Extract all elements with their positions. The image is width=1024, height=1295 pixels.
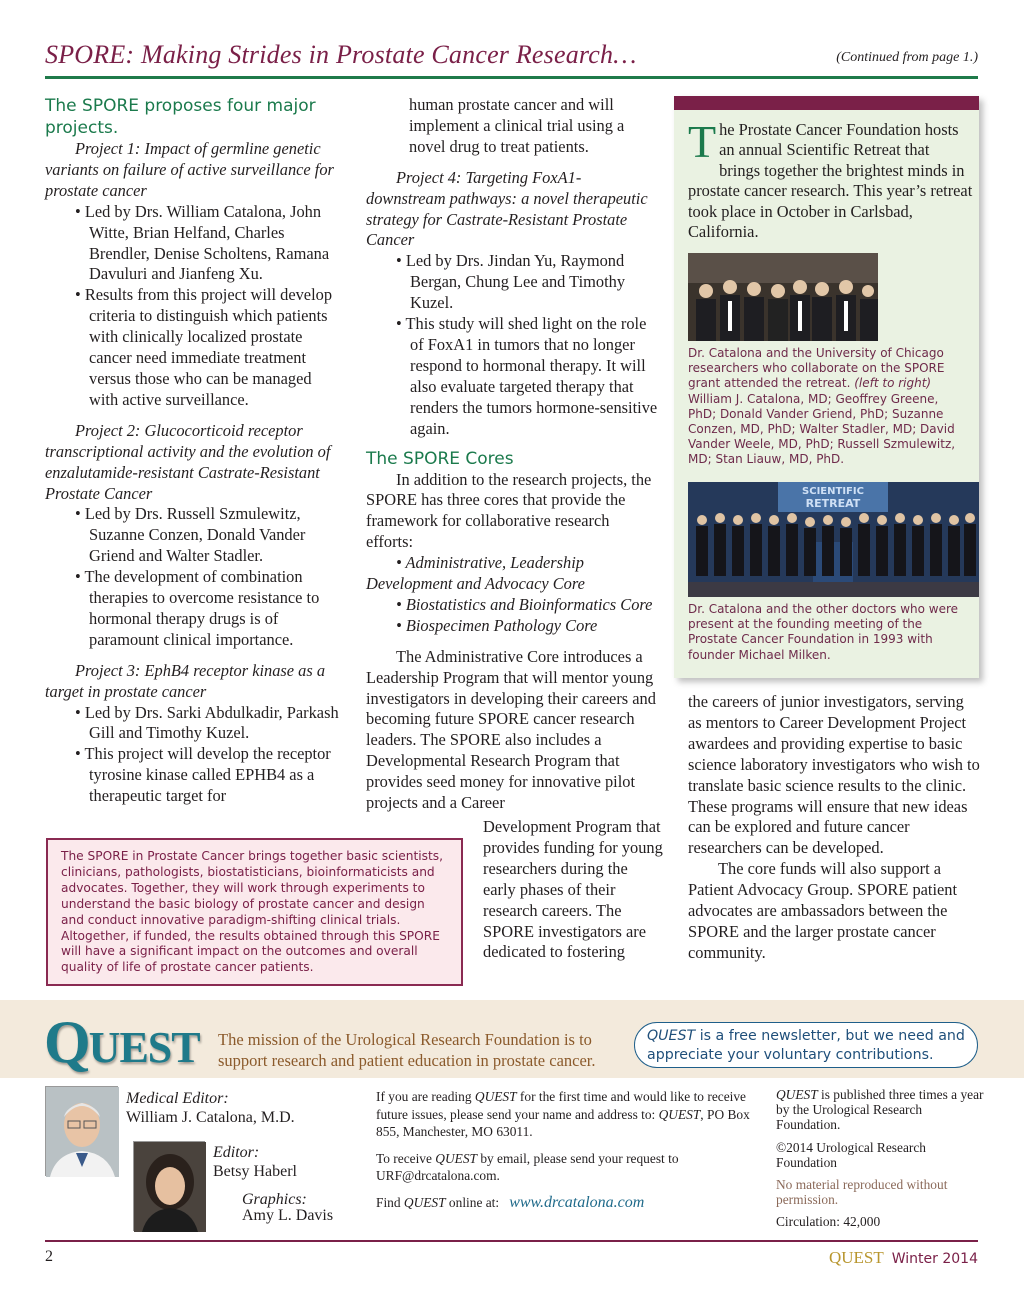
banner-line-2: RETREAT bbox=[805, 497, 861, 510]
contact-2-quest: QUEST bbox=[435, 1150, 477, 1166]
contact-1b: for the first time and would like to receive future issues, please send your name and address to: bbox=[376, 1089, 747, 1122]
editor-role: Editor: bbox=[213, 1144, 260, 1161]
contribution-notice bbox=[634, 1022, 978, 1068]
circulation: Circulation: 42,000 bbox=[776, 1214, 881, 1230]
page-number: 2 bbox=[45, 1248, 53, 1265]
portrait-haberl bbox=[134, 1142, 206, 1232]
project-2-bullet-1: • Led by Drs. Russell Szmulewitz, Suzanne Conzen, Donald Vander Griend and Walter Stadler. bbox=[75, 504, 306, 566]
copyright: ©2014 Urological Research Foundation bbox=[776, 1139, 926, 1170]
issue-label bbox=[829, 1248, 978, 1268]
contact-3-quest: QUEST bbox=[403, 1194, 446, 1210]
pub-text: is published three times a year by the Urological Research Foundation. bbox=[776, 1087, 984, 1133]
mission-statement: The mission of the Urological Research Foundation is to support research and patient education in prostate cancer. bbox=[218, 1030, 596, 1070]
portrait-catalona bbox=[46, 1087, 119, 1177]
contact-1-quest: QUEST bbox=[474, 1089, 517, 1104]
contact-2b: by email, please send your request to URF@drcatalona.com. bbox=[376, 1150, 679, 1184]
contact-email-info bbox=[376, 1150, 756, 1185]
caption-1-names: William J. Catalona, MD; Geoffrey Greene, PhD; Donald Vander Griend, PhD; Suzanne Conzen, MD, PhD; Walter Stadler, MD; David Vander Weele, MD, PhD; Russell Szmulewitz, MD; Stan Liauw, MD, PhD. bbox=[688, 391, 956, 467]
pub-quest: QUEST bbox=[776, 1087, 818, 1102]
graphics-name: Amy L. Davis bbox=[242, 1207, 334, 1224]
caption-1-order: (left to right) bbox=[854, 376, 932, 391]
section-heading-cores: The SPORE Cores bbox=[366, 448, 514, 469]
footer-rule bbox=[45, 1240, 978, 1242]
no-reproduction-notice: No material reproduced without permission. bbox=[776, 1177, 948, 1208]
drop-cap: T bbox=[688, 116, 717, 167]
core-item-2: • Biostatistics and Bioinformatics Core bbox=[396, 594, 653, 614]
project-4-label: Project 4: bbox=[396, 167, 462, 187]
header-rule bbox=[45, 76, 978, 79]
project-2-title bbox=[45, 421, 343, 505]
publication-info bbox=[776, 1087, 986, 1237]
column-3 bbox=[688, 692, 980, 964]
medical-editor-role: Medical Editor: bbox=[126, 1090, 229, 1107]
career-paragraph: the careers of junior investigators, serving as mentors to Career Development Project awardees and providing expertise to basic science laboratory investigators who wish to translate basic science results to the clinic. These programs will ensure that new ideas can be explored and future cancer researchers can be developed. bbox=[688, 692, 980, 858]
quest-logo-rest: UEST bbox=[88, 1023, 200, 1072]
admin-core-paragraph: The Administrative Core introduces a Leadership Program that will mentor young investigators in developing their careers and becoming future SPORE cancer research leaders. The SPORE also includes a Developmental Research Program that provides seed money for innovative pilot projects and a Career bbox=[366, 646, 656, 813]
contact-3a: Find bbox=[376, 1194, 404, 1210]
quest-logo-q: Q bbox=[44, 1009, 89, 1075]
contact-online-info bbox=[376, 1194, 756, 1212]
medical-editor-photo bbox=[45, 1086, 118, 1176]
contact-mail-info bbox=[376, 1088, 756, 1141]
contact-1-quest-2: QUEST bbox=[658, 1106, 701, 1122]
core-item-3: • Biospecimen Pathology Core bbox=[396, 615, 598, 635]
group-photo-illustration bbox=[688, 253, 878, 341]
project-3-bullet-2: • This project will develop the receptor tyrosine kinase called EPHB4 as a therapeutic target for bbox=[75, 744, 331, 806]
banner-line-1: SCIENTIFIC bbox=[802, 486, 864, 497]
project-4-title-text: Targeting FoxA1-downstream pathways: a novel therapeutic strategy for Castrate-Resistant Prostate Cancer bbox=[366, 167, 648, 250]
editor-name: Betsy Haberl bbox=[213, 1163, 297, 1180]
project-3-continued: human prostate cancer and will implement a clinical trial using a novel drug to treat patients. bbox=[409, 95, 625, 156]
contact-1a: If you are reading bbox=[376, 1089, 475, 1104]
issue-date: Winter 2014 bbox=[891, 1251, 978, 1267]
retreat-sidebar bbox=[674, 96, 979, 678]
sidebar-intro bbox=[688, 116, 974, 242]
column-1 bbox=[45, 95, 343, 807]
project-3-title-text: EphB4 receptor kinase as a target in prostate cancer bbox=[45, 660, 326, 701]
page-header-title: SPORE: Making Strides in Prostate Cancer Research… bbox=[45, 40, 637, 69]
project-4-bullet-2: • This study will shed light on the role of FoxA1 in tumors that no longer respond to hormonal therapy. It will also evaluate targeted therapy that renders the tumors hormone-sensitive again. bbox=[396, 314, 658, 438]
graphics-role: Graphics: bbox=[242, 1191, 307, 1208]
publication-frequency bbox=[776, 1087, 986, 1133]
founding-photo-illustration bbox=[688, 482, 979, 597]
project-3-label: Project 3: bbox=[75, 660, 141, 680]
project-1-bullet-1: • Led by Drs. William Catalona, John Witte, Brian Helfand, Charles Brendler, Denise Scholtens, Ramana Davuluri and Jianfeng Xu. bbox=[75, 201, 330, 284]
sidebar-intro-text: he Prostate Cancer Foundation hosts an annual Scientific Retreat that brings together the brightest minds in prostate cancer research. This year’s retreat took place in October in Carlsbad, California. bbox=[688, 120, 973, 242]
photo-caption-2: Dr. Catalona and the other doctors who were present at the founding meeting of the Prostate Cancer Foundation in 1993 with founder Michael Milken. bbox=[688, 602, 959, 662]
advocacy-paragraph: The core funds will also support a Patient Advocacy Group. SPORE patient advocates are ambassadors between the SPORE and the larger prostate cancer community. bbox=[688, 859, 958, 962]
cores-intro: In addition to the research projects, the SPORE has three cores that provide the framework for collaborative research efforts: bbox=[366, 469, 652, 552]
contact-1c: , PO Box 855, Manchester, MO 63011. bbox=[376, 1106, 750, 1140]
project-1-title bbox=[45, 139, 343, 202]
column-2 bbox=[366, 95, 660, 814]
project-2-title-text: Glucocorticoid receptor transcriptional activity and the evolution of enzalutamide-resistant Castrate-Resistant Prostate Cancer bbox=[45, 420, 331, 503]
section-heading-projects: The SPORE proposes four major projects. bbox=[45, 96, 316, 138]
editor-photo bbox=[133, 1141, 205, 1231]
column-2-continued bbox=[483, 817, 663, 963]
project-3-bullet-1: • Led by Drs. Sarki Abdulkadir, Parkash Gill and Timothy Kuzel. bbox=[75, 702, 339, 743]
core-item-1: • Administrative, Leadership Development and Advocacy Core bbox=[366, 553, 585, 594]
project-1-title-text: Impact of germline genetic variants on failure of active surveillance for prostate cancer bbox=[45, 139, 334, 200]
project-4-title bbox=[366, 168, 660, 252]
continued-note: (Continued from page 1.) bbox=[836, 50, 978, 65]
medical-editor-name: William J. Catalona, M.D. bbox=[126, 1109, 295, 1126]
caption-1-text: Dr. Catalona and the University of Chicago researchers who collaborate on the SPORE grant attended the retreat. bbox=[688, 346, 945, 391]
contact-2a: To receive bbox=[376, 1150, 436, 1166]
contribution-quest: QUEST bbox=[647, 1028, 696, 1044]
contact-3b: online at: bbox=[445, 1194, 500, 1210]
project-1-bullet-2: • Results from this project will develop criteria to distinguish which patients with clinically localized prostate cancer need immediate treatment versus those who can be managed with active surveillance. bbox=[75, 285, 333, 409]
project-4-bullet-1: • Led by Drs. Jindan Yu, Raymond Bergan, Chung Lee and Timothy Kuzel. bbox=[396, 251, 626, 313]
quest-logo bbox=[44, 1008, 200, 1077]
footer-quest: QUEST bbox=[828, 1248, 884, 1267]
pull-quote-text: The SPORE in Prostate Cancer brings together basic scientists, clinicians, pathologists, biostatisticians, bioinformaticists and advocates. Together, they will work through experiments to understand the basic biology of prostate cancer and design and conduct innovative paradigm-shifting clinical trials. Altogether, if funded, the results obtained through this SPORE will have a significant impact on the outcomes and overall quality of life of prostate cancer patients. bbox=[61, 849, 443, 975]
project-3-title bbox=[45, 661, 343, 703]
project-2-label: Project 2: bbox=[75, 420, 141, 440]
project-1-label: Project 1: bbox=[75, 139, 141, 158]
admin-core-paragraph-continued: Development Program that provides funding for young researchers during the early phases of their research careers. The SPORE investigators are dedicated to fostering bbox=[483, 817, 663, 962]
project-2-bullet-2: • The development of combination therapies to overcome resistance to hormonal therapy drugs is of paramount clinical importance. bbox=[75, 567, 320, 649]
sidebar-top-bar bbox=[674, 96, 979, 110]
pull-quote-box bbox=[46, 838, 463, 986]
contribution-text: is a free newsletter, but we need and appreciate your voluntary contributions. bbox=[647, 1028, 965, 1063]
group-photo-chicago-researchers bbox=[688, 253, 878, 341]
group-photo-founding-meeting bbox=[688, 482, 979, 597]
contact-info bbox=[376, 1088, 756, 1221]
website-link[interactable]: www.drcatalona.com bbox=[509, 1193, 645, 1211]
photo-caption-1 bbox=[688, 346, 970, 468]
